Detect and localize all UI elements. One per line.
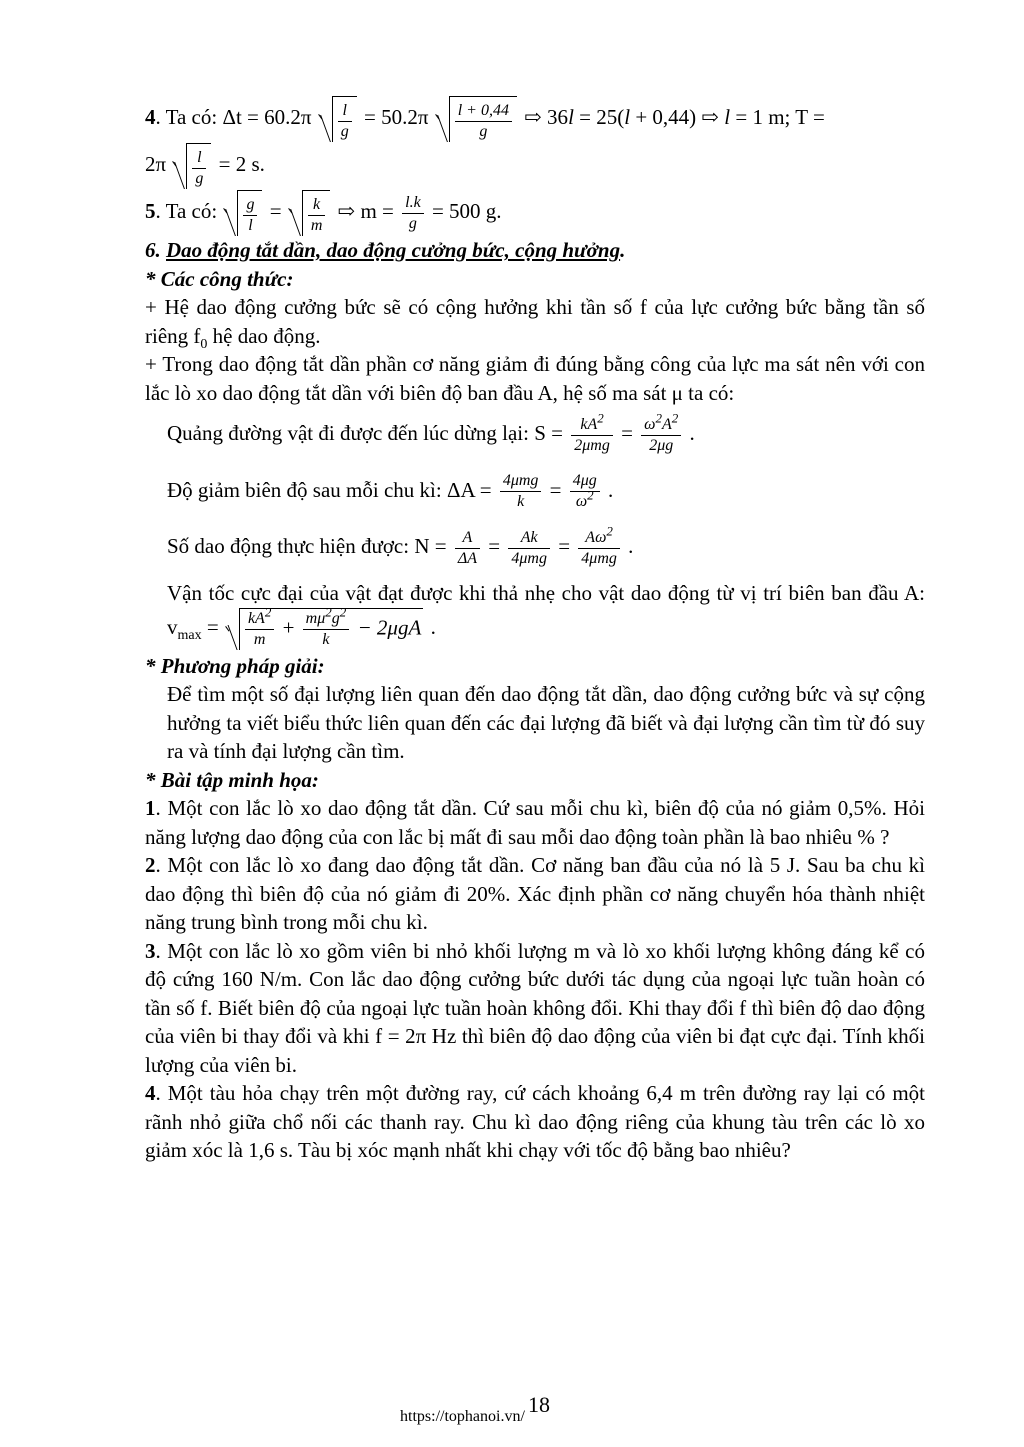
method-text: Để tìm một số đại lượng liên quan đến dao động tắt dần, dao động cưởng bức và sự cộng hưởng ta viết biểu thức liên quan đến các đại lượng đã biết và đại lượng cần tìm từ đó suy ra và tính đại lượng cần tìm.: [167, 682, 925, 764]
examples-heading: * Bài tập minh họa:: [145, 767, 319, 792]
document-body: [145, 95, 925, 1165]
page-number: 18: [528, 1392, 550, 1417]
frac-lk-over-g: $\frac{l.k}{g}$: [402, 193, 424, 234]
example-3: 3. Một con lắc lò xo gồm viên bi nhỏ khối lượng m và lò xo khối lượng không đáng kể có độ cứng 160 N/m. Con lắc dao động cưởng bức dưới tác dụng của ngoại lực tuần hoàn có tần số f. Biết biên độ của ngoại lực tuần hoàn không đổi. Khi thay đổi f thì biên độ dao động của viên bi thay đổi và khi f = 2π Hz thì biên độ dao động của viên bi đạt cực đại. Tính khối lượng của viên bi.: [145, 938, 925, 1077]
section-6-heading: 6. Dao động tắt dần, dao động cưởng bức, cộng hưởng.: [145, 238, 626, 263]
sqrt-l-over-g-2: $\frac{l}{g}$: [173, 143, 211, 189]
formula-vmax: Vận tốc cực đại của vật đạt được khi thả nhẹ cho vật dao động từ vị trí biên ban đầu A: $v_{max}$ = $\frac{kA^2}{m}$ + $\frac{m\mu^2g^2}{k}$ − 2μgA .: [167, 581, 925, 648]
method-heading: * Phương pháp giải:: [145, 653, 325, 678]
example-1: 1. Một con lắc lò xo dao động tắt dần. Cứ sau mỗi chu kì, biên độ của nó giảm 0,5%. Hỏi năng lượng dao động của con lắc bị mất đi sau mỗi dao động toàn phần là bao nhiêu % ?: [145, 796, 925, 849]
example-2: 2. Một con lắc lò xo đang dao động tắt dần. Cơ năng ban đầu của nó là 5 J. Sau ba chu kì dao động thì biên độ của nó giảm đi 20%. Xác định phần cơ năng chuyển hóa thành nhiệt năng trung bình trong mỗi chu kì.: [145, 853, 925, 935]
sqrt-vmax: $\frac{kA^2}{m}$ + $\frac{m\mu^2g^2}{k}$ − 2μgA: [226, 608, 423, 650]
formulas-heading: * Các công thức:: [145, 266, 294, 291]
paragraph-damped: + Trong dao động tắt dần phần cơ năng giảm đi đúng bằng công của lực ma sát nên với con lắc lò xo dao động tắt dần với biên độ ban đầu A, hệ số ma sát μ ta có:: [145, 352, 925, 405]
solution-5: 5. Ta có: $\frac{g}{l}$ = $\frac{k}{m}$ ⇨ m = $\frac{l.k}{g}$ = 500 g.: [145, 189, 925, 236]
solution-4: 4. Ta có: Δt = 60.2π $\frac{l}{g}$ = 50.2π $\frac{l + 0,44}{g}$ ⇨ 36l = 25(l + 0,44) ⇨ l = 1 m; T =: [145, 95, 925, 142]
formula-distance: Quảng đường vật đi được đến lúc dừng lại: S = $kA^2$ 2μmg = $\frac{\omega^2A^2}{2\mu g}$ .: [167, 410, 695, 454]
paragraph-resonance: + Hệ dao động cưởng bức sẽ có cộng hưởng khi tần số f của lực cưởng bức bằng tần số riêng $f_0$ hệ dao động.: [145, 295, 925, 352]
example-4: 4. Một tàu hỏa chạy trên một đường ray, cứ cách khoảng 6,4 m trên đường ray lại có một rãnh nhỏ giữa chổ nối các thanh ray. Chu kì dao động riêng của khung tàu trên các lò xo giảm xóc là 1,6 s. Tàu bị xóc mạnh nhất khi chạy với tốc độ bằng bao nhiêu?: [145, 1081, 925, 1163]
sqrt-g-over-l: $\frac{g}{l}$: [224, 190, 262, 236]
formula-amplitude-decrease: Độ giảm biên độ sau mỗi chu kì: ΔA = 4μmg k = $\frac{4\mu g}{\omega^2}$ .: [167, 472, 614, 511]
solution-4-cont: 2π $\frac{l}{g}$ = 2 s.: [145, 142, 925, 189]
sqrt-k-over-m: $\frac{k}{m}$: [289, 190, 331, 236]
sqrt-l044-over-g: $\frac{l + 0,44}{g}$: [436, 96, 517, 142]
footer-url[interactable]: https://tophanoi.vn/: [400, 1408, 525, 1425]
sqrt-l-over-g: $\frac{l}{g}$: [319, 96, 357, 142]
formula-oscillation-count: Số dao động thực hiện được: N = $\frac{A}{\Delta A}$ = Ak 4μmg = $A\omega^2$ 4μmg .: [167, 523, 634, 568]
